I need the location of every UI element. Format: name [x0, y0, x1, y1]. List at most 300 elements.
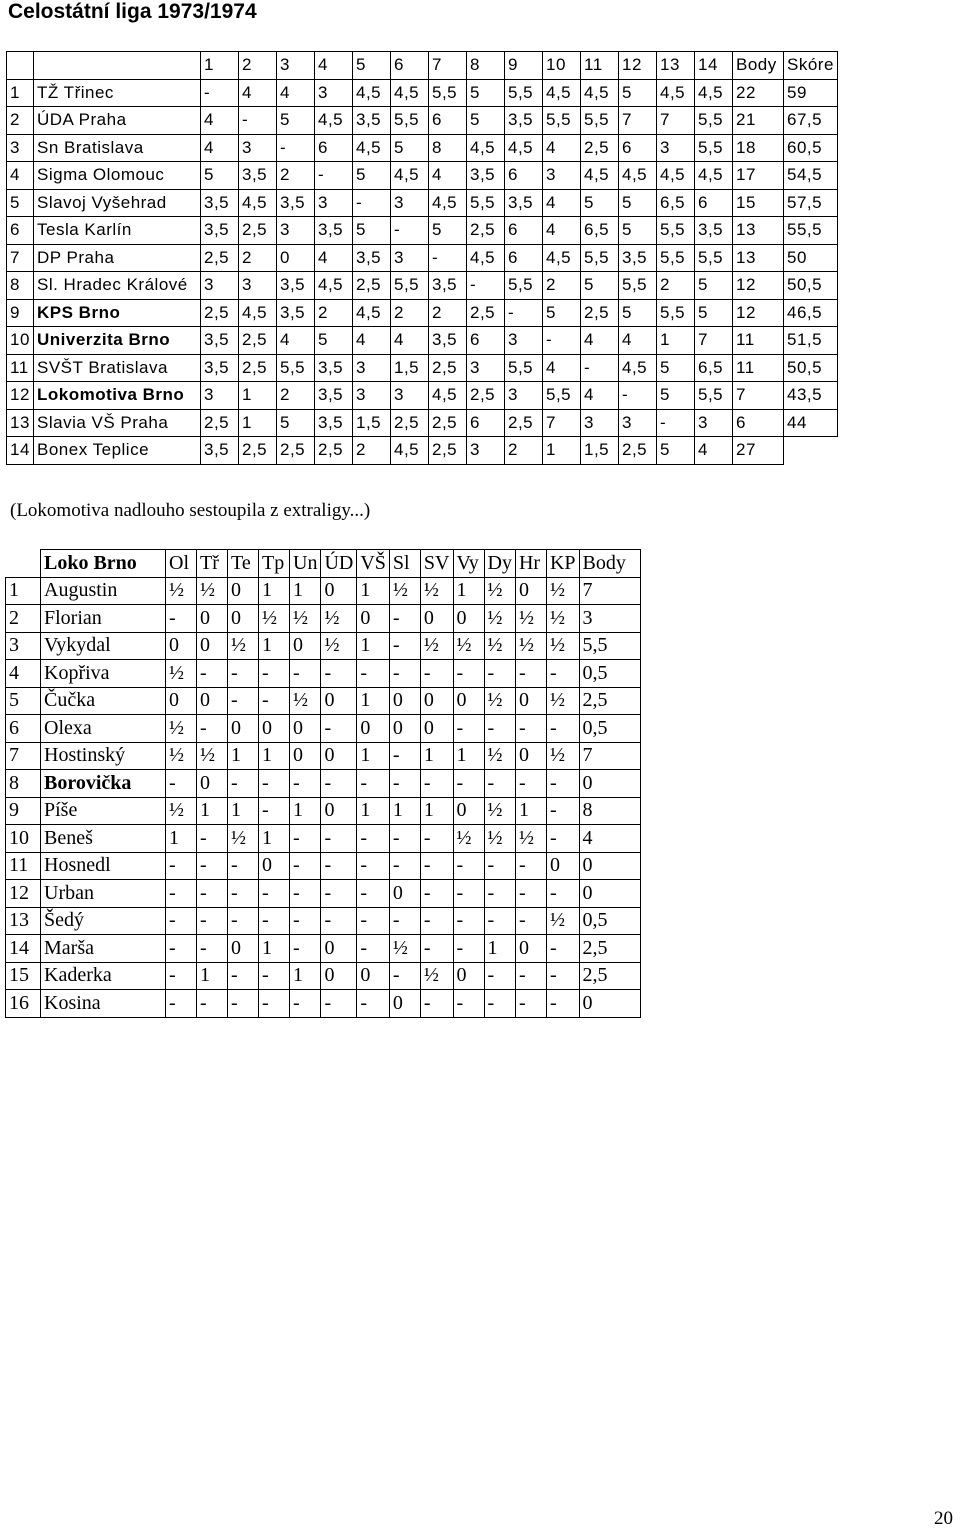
- loko-cell: 1: [197, 797, 228, 825]
- league-cell: 5,5: [277, 354, 315, 382]
- loko-cell: ½: [197, 742, 228, 770]
- loko-cell: 2,5: [579, 687, 640, 715]
- league-header-cell: Body: [733, 52, 784, 80]
- loko-cell: ½: [259, 605, 290, 633]
- league-header-cell: 5: [353, 52, 391, 80]
- loko-cell: -: [453, 935, 484, 963]
- league-cell: 2,5: [391, 409, 429, 437]
- loko-cell: -: [453, 715, 484, 743]
- loko-row: [6, 797, 641, 825]
- loko-cell: -: [290, 770, 321, 798]
- loko-cell: 0: [389, 687, 420, 715]
- loko-cell: -: [259, 907, 290, 935]
- loko-cell: 4: [579, 825, 640, 853]
- league-cell: -: [467, 272, 505, 300]
- loko-cell: 0: [228, 577, 259, 605]
- league-cell: 4,5: [391, 79, 429, 107]
- loko-cell: 0: [228, 605, 259, 633]
- league-cell: 5: [315, 327, 353, 355]
- league-cell: 4,5: [353, 79, 391, 107]
- league-cell: 4,5: [581, 79, 619, 107]
- loko-cell: 0,5: [579, 660, 640, 688]
- loko-cell: -: [389, 825, 420, 853]
- league-cell: 4,5: [657, 162, 695, 190]
- loko-cell: 0: [290, 742, 321, 770]
- league-cell: 3: [315, 189, 353, 217]
- league-cell: 3: [657, 134, 695, 162]
- league-header-cell: 13: [657, 52, 695, 80]
- league-header-row: [7, 52, 838, 80]
- loko-cell: 1: [389, 797, 420, 825]
- league-team-name: SVŠT Bratislava: [34, 354, 201, 382]
- league-cell: 57,5: [784, 189, 838, 217]
- loko-header-cell: Te: [228, 550, 259, 578]
- loko-row: [6, 880, 641, 908]
- loko-cell: 0: [290, 632, 321, 660]
- loko-cell: ½: [453, 825, 484, 853]
- league-cell: 6: [619, 134, 657, 162]
- loko-cell: -: [259, 880, 290, 908]
- league-team-name: Tesla Karlín: [34, 217, 201, 245]
- league-header-cell: 2: [239, 52, 277, 80]
- league-cell: 12: [733, 299, 784, 327]
- league-cell: -: [619, 382, 657, 410]
- league-cell: 2,5: [581, 134, 619, 162]
- league-cell: 4: [429, 162, 467, 190]
- league-cell: 4,5: [239, 189, 277, 217]
- league-cell: 60,5: [784, 134, 838, 162]
- loko-cell: ½: [546, 687, 579, 715]
- league-cell: 5,5: [657, 244, 695, 272]
- loko-cell: 0: [357, 715, 390, 743]
- loko-cell: 1: [357, 742, 390, 770]
- league-cell: 4,5: [315, 107, 353, 135]
- loko-cell: 1: [484, 935, 515, 963]
- loko-cell: -: [166, 770, 197, 798]
- league-cell: 5: [657, 382, 695, 410]
- league-cell: 6: [315, 134, 353, 162]
- loko-cell: -: [453, 990, 484, 1018]
- loko-cell: ½: [420, 962, 453, 990]
- loko-cell: -: [484, 907, 515, 935]
- league-cell: -: [391, 217, 429, 245]
- loko-cell: 1: [357, 797, 390, 825]
- league-cell: 46,5: [784, 299, 838, 327]
- loko-cell: ½: [484, 742, 515, 770]
- loko-cell: ½: [546, 907, 579, 935]
- loko-cell: 1: [515, 797, 546, 825]
- league-header-cell: 12: [619, 52, 657, 80]
- league-cell: 3,5: [277, 189, 315, 217]
- loko-player-name: Čučka: [41, 687, 166, 715]
- league-cell: -: [315, 162, 353, 190]
- loko-cell: 1: [453, 742, 484, 770]
- loko-cell: ½: [546, 632, 579, 660]
- league-cell: 3: [315, 79, 353, 107]
- loko-rank: 15: [6, 962, 41, 990]
- loko-cell: 0: [259, 852, 290, 880]
- loko-cell: 0: [321, 687, 357, 715]
- loko-cell: 0: [389, 990, 420, 1018]
- loko-cell: ½: [166, 577, 197, 605]
- loko-cell: ½: [484, 577, 515, 605]
- loko-header-row: [6, 550, 641, 578]
- league-rank: 10: [7, 327, 34, 355]
- loko-cell: 0: [420, 715, 453, 743]
- loko-cell: -: [453, 660, 484, 688]
- league-cell: 3: [391, 189, 429, 217]
- loko-cell: -: [197, 990, 228, 1018]
- loko-cell: ½: [484, 605, 515, 633]
- loko-row: [6, 907, 641, 935]
- league-cell: 3: [201, 272, 239, 300]
- loko-player-name: Augustin: [41, 577, 166, 605]
- league-cell: 5: [695, 272, 733, 300]
- league-cell: 5,5: [505, 79, 543, 107]
- loko-rank: 3: [6, 632, 41, 660]
- loko-cell: ½: [166, 797, 197, 825]
- league-cell: 5: [467, 107, 505, 135]
- loko-cell: 5,5: [579, 632, 640, 660]
- league-row: [7, 189, 838, 217]
- league-cell: 3,5: [315, 409, 353, 437]
- loko-rank: 8: [6, 770, 41, 798]
- league-header-cell: [7, 52, 34, 80]
- league-cell: 5,5: [695, 134, 733, 162]
- loko-cell: 0: [321, 742, 357, 770]
- league-header-cell: 1: [201, 52, 239, 80]
- league-cell: 6: [429, 107, 467, 135]
- league-team-name: Lokomotiva Brno: [34, 382, 201, 410]
- loko-cell: -: [228, 852, 259, 880]
- league-cell: 5,5: [695, 244, 733, 272]
- loko-cell: 0: [579, 770, 640, 798]
- league-rank: 2: [7, 107, 34, 135]
- loko-row: [6, 825, 641, 853]
- league-cell: 2: [543, 272, 581, 300]
- loko-cell: 0: [259, 715, 290, 743]
- league-cell: 2,5: [581, 299, 619, 327]
- league-cell: 3: [505, 327, 543, 355]
- loko-cell: 0: [515, 935, 546, 963]
- league-rank: 13: [7, 409, 34, 437]
- loko-row: [6, 962, 641, 990]
- league-cell: 5: [201, 162, 239, 190]
- league-cell: 2,5: [353, 272, 391, 300]
- loko-cell: -: [166, 935, 197, 963]
- loko-cell: -: [484, 770, 515, 798]
- league-row: [7, 162, 838, 190]
- league-row: [7, 244, 838, 272]
- loko-row: [6, 577, 641, 605]
- league-cell: 4,5: [353, 134, 391, 162]
- league-cell: 3,5: [619, 244, 657, 272]
- loko-cell: -: [453, 770, 484, 798]
- loko-cell: 1: [259, 935, 290, 963]
- league-cell: 5: [467, 79, 505, 107]
- league-cell: 6: [467, 409, 505, 437]
- loko-cell: 1: [290, 962, 321, 990]
- league-cell: 5,5: [429, 79, 467, 107]
- loko-player-name: Borovička: [41, 770, 166, 798]
- loko-cell: ½: [420, 632, 453, 660]
- loko-player-name: Kosina: [41, 990, 166, 1018]
- loko-cell: -: [197, 852, 228, 880]
- league-cell: -: [581, 354, 619, 382]
- league-cell: 4,5: [695, 79, 733, 107]
- league-cell: 50: [784, 244, 838, 272]
- loko-cell: -: [420, 990, 453, 1018]
- league-cell: 3: [391, 244, 429, 272]
- loko-cell: 1: [420, 742, 453, 770]
- loko-cell: 0: [321, 577, 357, 605]
- loko-cell: ½: [389, 577, 420, 605]
- loko-cell: ½: [389, 935, 420, 963]
- league-cell: 6: [505, 244, 543, 272]
- loko-cell: -: [166, 907, 197, 935]
- league-cell: 54,5: [784, 162, 838, 190]
- league-cell: 2: [315, 299, 353, 327]
- league-team-name: Sigma Olomouc: [34, 162, 201, 190]
- league-cell: 4: [353, 327, 391, 355]
- league-cell: 4: [581, 327, 619, 355]
- loko-cell: -: [259, 770, 290, 798]
- loko-cell: -: [546, 715, 579, 743]
- league-rank: 14: [7, 437, 34, 465]
- league-cell: 5: [581, 189, 619, 217]
- league-cell: 4: [543, 217, 581, 245]
- loko-cell: -: [228, 990, 259, 1018]
- loko-cell: -: [166, 962, 197, 990]
- league-cell: 5,5: [581, 244, 619, 272]
- loko-cell: 1: [453, 577, 484, 605]
- loko-cell: -: [290, 935, 321, 963]
- loko-cell: 0: [197, 632, 228, 660]
- league-cell: -: [353, 189, 391, 217]
- league-cell: 2: [277, 382, 315, 410]
- loko-row: [6, 935, 641, 963]
- league-cell: 50,5: [784, 272, 838, 300]
- loko-rank: 12: [6, 880, 41, 908]
- league-cell: 3: [391, 382, 429, 410]
- league-cell: 13: [733, 217, 784, 245]
- loko-header-cell: KP: [546, 550, 579, 578]
- league-cell: 5: [277, 107, 315, 135]
- league-cell: 2,5: [239, 217, 277, 245]
- loko-cell: 0: [197, 687, 228, 715]
- league-cell: 3,5: [315, 217, 353, 245]
- league-cell: 51,5: [784, 327, 838, 355]
- loko-cell: ½: [228, 825, 259, 853]
- league-cell: 3,5: [429, 327, 467, 355]
- league-header-cell: [34, 52, 201, 80]
- loko-cell: -: [321, 880, 357, 908]
- league-cell: 5,5: [695, 382, 733, 410]
- loko-player-name: Olexa: [41, 715, 166, 743]
- loko-cell: -: [290, 990, 321, 1018]
- loko-cell: -: [357, 935, 390, 963]
- league-cell: 0: [277, 244, 315, 272]
- loko-cell: -: [197, 935, 228, 963]
- loko-rank: 6: [6, 715, 41, 743]
- loko-cell: -: [357, 990, 390, 1018]
- loko-cell: 0: [515, 577, 546, 605]
- loko-cell: 0: [290, 715, 321, 743]
- league-cell: 4,5: [619, 354, 657, 382]
- league-cell: 6: [733, 409, 784, 437]
- league-cell: 2,5: [429, 354, 467, 382]
- league-cell: 5,5: [619, 272, 657, 300]
- loko-cell: 1: [357, 687, 390, 715]
- loko-cell: -: [259, 660, 290, 688]
- league-cell: 4: [619, 327, 657, 355]
- loko-cell: -: [420, 935, 453, 963]
- league-cell: 2,5: [315, 437, 353, 465]
- note-text: (Lokomotiva nadlouho sestoupila z extraligy...): [10, 500, 371, 521]
- loko-cell: 0: [546, 852, 579, 880]
- loko-header-cell: VŠ: [357, 550, 390, 578]
- loko-cell: 1: [259, 577, 290, 605]
- league-header-cell: 9: [505, 52, 543, 80]
- loko-header-cell: Loko Brno: [41, 550, 166, 578]
- loko-rank: 16: [6, 990, 41, 1018]
- league-cell: 4,5: [239, 299, 277, 327]
- loko-cell: 0: [166, 687, 197, 715]
- league-cell: 8: [429, 134, 467, 162]
- league-team-name: Sl. Hradec Králové: [34, 272, 201, 300]
- loko-header-cell: ÚD: [321, 550, 357, 578]
- loko-cell: -: [197, 880, 228, 908]
- loko-header-cell: Sl: [389, 550, 420, 578]
- loko-cell: -: [290, 852, 321, 880]
- loko-cell: 1: [166, 825, 197, 853]
- league-header-cell: 7: [429, 52, 467, 80]
- loko-cell: 0: [321, 935, 357, 963]
- league-header-cell: 11: [581, 52, 619, 80]
- loko-rank: 10: [6, 825, 41, 853]
- loko-cell: -: [515, 852, 546, 880]
- loko-cell: -: [290, 880, 321, 908]
- league-cell: 4: [543, 134, 581, 162]
- loko-cell: 0: [420, 605, 453, 633]
- loko-header-cell: SV: [420, 550, 453, 578]
- loko-cell: -: [228, 687, 259, 715]
- league-cell: 5: [581, 272, 619, 300]
- league-cell: 3,5: [201, 354, 239, 382]
- league-cell: 4,5: [429, 189, 467, 217]
- loko-row: [6, 605, 641, 633]
- league-cell: 3,5: [277, 299, 315, 327]
- league-cell: 2,5: [277, 437, 315, 465]
- loko-cell: ½: [453, 632, 484, 660]
- league-cell: 5: [353, 217, 391, 245]
- league-cell: 3: [581, 409, 619, 437]
- loko-cell: 0: [579, 990, 640, 1018]
- league-cell: 2: [277, 162, 315, 190]
- league-cell: 5,5: [657, 299, 695, 327]
- loko-cell: ½: [515, 825, 546, 853]
- loko-player-name: Kaderka: [41, 962, 166, 990]
- league-cell: 4,5: [391, 162, 429, 190]
- league-cell: 2: [391, 299, 429, 327]
- loko-cell: -: [453, 907, 484, 935]
- league-team-name: Bonex Teplice: [34, 437, 201, 465]
- loko-cell: -: [321, 852, 357, 880]
- loko-cell: -: [321, 715, 357, 743]
- loko-player-name: Šedý: [41, 907, 166, 935]
- loko-cell: -: [515, 715, 546, 743]
- league-rank: 8: [7, 272, 34, 300]
- loko-cell: 0: [166, 632, 197, 660]
- loko-cell: -: [515, 660, 546, 688]
- league-cell: 3: [239, 272, 277, 300]
- loko-cell: 7: [579, 577, 640, 605]
- league-header-cell: 3: [277, 52, 315, 80]
- loko-cell: -: [420, 770, 453, 798]
- loko-cell: ½: [166, 742, 197, 770]
- loko-player-name: Vykydal: [41, 632, 166, 660]
- loko-cell: -: [166, 880, 197, 908]
- loko-header-cell: Vy: [453, 550, 484, 578]
- loko-cell: -: [357, 660, 390, 688]
- league-cell: 4,5: [543, 244, 581, 272]
- league-cell: 6: [695, 189, 733, 217]
- loko-cell: ½: [197, 577, 228, 605]
- loko-cell: 0: [321, 797, 357, 825]
- league-cell: 1: [543, 437, 581, 465]
- loko-cell: 0: [579, 880, 640, 908]
- loko-cell: -: [484, 715, 515, 743]
- league-header-cell: Skóre: [784, 52, 838, 80]
- loko-cell: 1: [228, 742, 259, 770]
- loko-cell: ½: [290, 605, 321, 633]
- league-cell: 5: [619, 79, 657, 107]
- league-cell: 3,5: [429, 272, 467, 300]
- league-rank: 6: [7, 217, 34, 245]
- loko-cell: -: [389, 660, 420, 688]
- league-cell: -: [277, 134, 315, 162]
- league-cell: 6: [505, 217, 543, 245]
- league-cell: 5,5: [505, 354, 543, 382]
- loko-cell: -: [389, 770, 420, 798]
- league-cell: 5: [657, 437, 695, 465]
- league-cell: 6: [467, 327, 505, 355]
- loko-cell: ½: [484, 687, 515, 715]
- loko-cell: ½: [166, 660, 197, 688]
- loko-cell: -: [197, 660, 228, 688]
- league-cell: 1: [657, 327, 695, 355]
- loko-player-name: Beneš: [41, 825, 166, 853]
- league-cell: 3,5: [353, 107, 391, 135]
- loko-cell: -: [484, 852, 515, 880]
- league-cell: 5: [695, 299, 733, 327]
- league-cell: 4,5: [657, 79, 695, 107]
- loko-cell: ½: [484, 797, 515, 825]
- league-cell: 3,5: [239, 162, 277, 190]
- league-cell: 55,5: [784, 217, 838, 245]
- league-cell: 4,5: [467, 134, 505, 162]
- loko-cell: -: [484, 880, 515, 908]
- league-cell: 67,5: [784, 107, 838, 135]
- loko-cell: 0: [197, 605, 228, 633]
- loko-cell: -: [546, 797, 579, 825]
- loko-cell: -: [546, 935, 579, 963]
- loko-player-name: Píše: [41, 797, 166, 825]
- league-cell: 2,5: [467, 382, 505, 410]
- league-rank: 9: [7, 299, 34, 327]
- league-cell: 4,5: [619, 162, 657, 190]
- loko-cell: -: [290, 907, 321, 935]
